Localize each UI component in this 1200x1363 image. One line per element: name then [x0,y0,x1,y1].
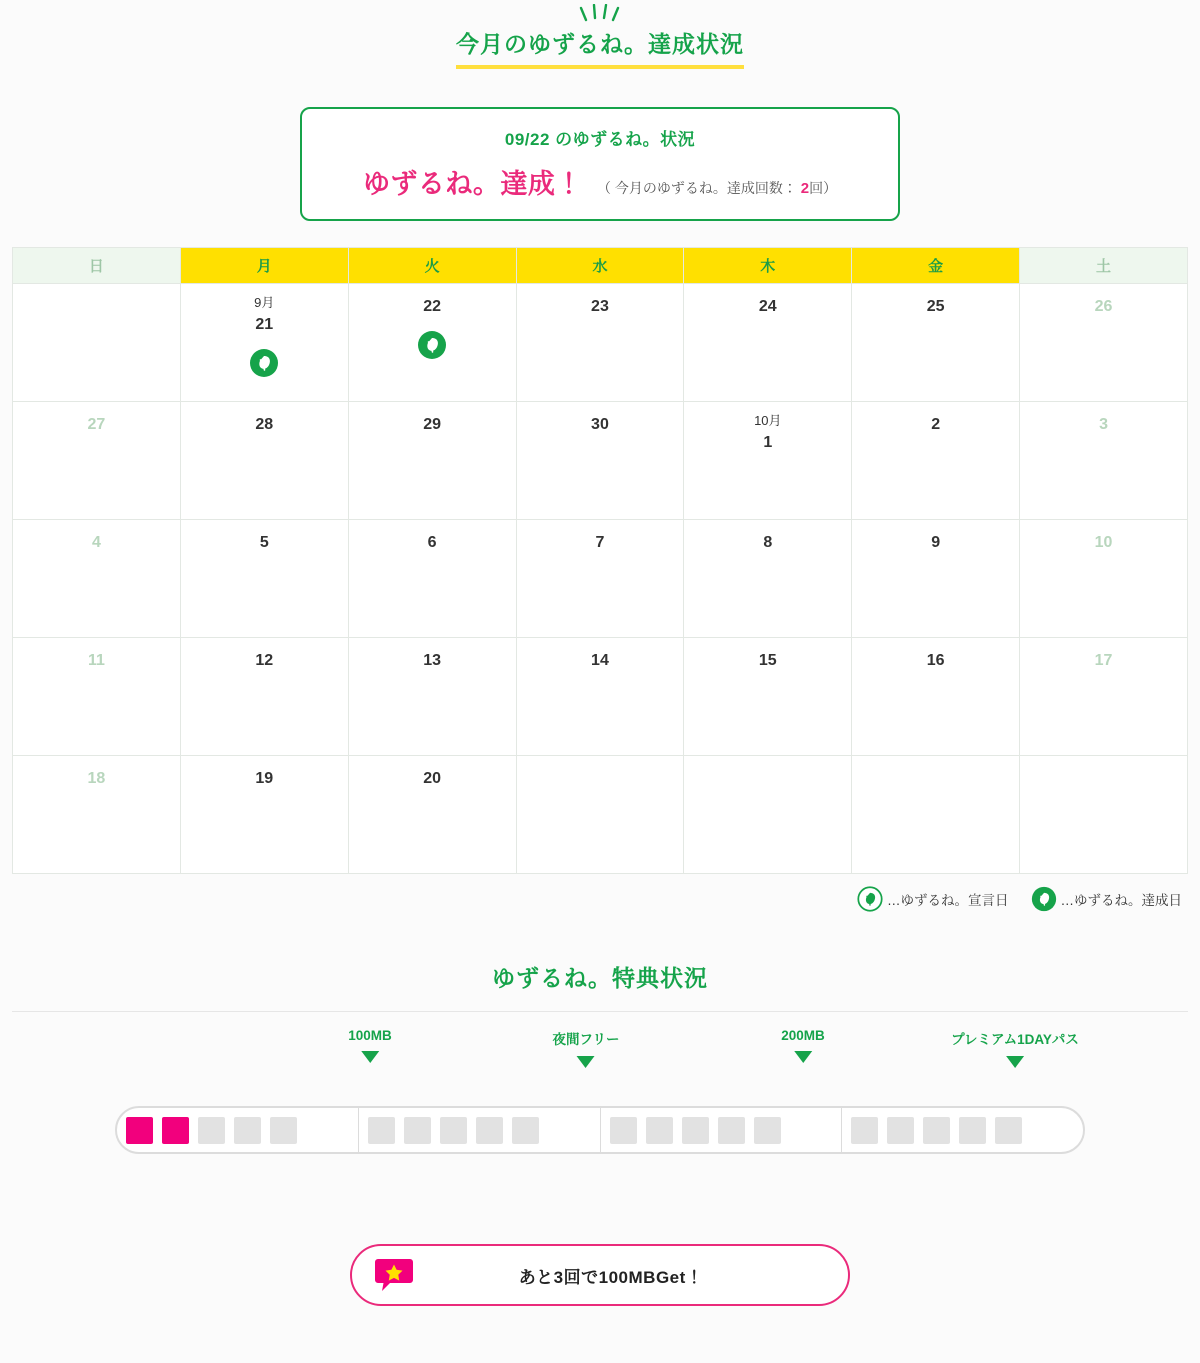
progress-cell-empty [923,1117,950,1144]
calendar-day-number: 2 [931,416,941,433]
progress-cell-empty [959,1117,986,1144]
calendar-day-18[interactable] [13,756,181,874]
progress-cell-empty [512,1117,539,1144]
cta-label: あと3回で100MBGet！ [518,1267,704,1287]
calendar-day-17[interactable] [1020,638,1188,756]
calendar-day-27[interactable] [13,402,181,520]
progress-segment-1 [117,1108,359,1152]
star-balloon-icon [374,1257,414,1293]
calendar-day-number: 18 [87,770,106,787]
legend-label-achieved: …ゆずるね。達成日 [1060,893,1182,908]
calendar-day-number: 28 [255,416,274,433]
calendar-day-number: 14 [591,652,609,669]
calendar-day-number: 4 [91,534,101,551]
progress-cell-empty [476,1117,503,1144]
progress-marker-1 [348,1028,392,1063]
sparkle-icon [570,4,630,26]
calendar-day-29[interactable] [348,402,516,520]
calendar-day-number: 29 [423,416,441,433]
calendar-day-12[interactable] [180,638,348,756]
calendar-day-number: 30 [591,416,609,433]
progress-cell-empty [682,1117,709,1144]
progress-bar [115,1106,1085,1154]
calendar-day-number: 6 [427,534,437,551]
calendar-day-28[interactable] [180,402,348,520]
status-count-suffix: 回） [809,180,838,196]
progress-cell-empty [887,1117,914,1144]
cta-banner[interactable] [350,1244,850,1306]
progress-cell-empty [718,1117,745,1144]
calendar-week-row [13,756,1188,874]
weekday-header-mon: 月 [180,248,348,284]
calendar-day-number: 17 [1094,652,1113,669]
progress-marker-label: プレミアム1DAYパス [951,1032,1079,1047]
calendar-day-number: 19 [255,770,274,787]
calendar-day-6[interactable] [348,520,516,638]
calendar-day-number: 26 [1094,298,1113,315]
calendar-day-20[interactable] [348,756,516,874]
calendar-table [12,247,1188,874]
benefit-section-title: ゆずるね。特典状況 [492,965,708,991]
status-date-line: 09/22 のゆずるね。状況 [504,130,696,149]
calendar-day-8[interactable] [684,520,852,638]
calendar-day-empty [516,756,684,874]
calendar-day-22[interactable] [348,284,516,402]
legend-item-declared [857,886,1009,912]
calendar-day-number: 23 [591,298,609,315]
progress-marker-label: 100MB [348,1028,392,1043]
calendar-day-number: 22 [423,298,441,315]
triangle-down-icon [794,1051,812,1063]
calendar-day-empty [13,284,181,402]
calendar-week-row [13,638,1188,756]
progress-cell-empty [404,1117,431,1144]
section-divider [12,1011,1188,1012]
progress-area [0,1028,1200,1218]
calendar-day-19[interactable] [180,756,348,874]
calendar-day-15[interactable] [684,638,852,756]
triangle-down-icon [577,1056,595,1068]
calendar-day-5[interactable] [180,520,348,638]
page-title: 今月のゆずるね。達成状況 [456,26,744,69]
legend-label-declared: …ゆずるね。宣言日 [887,893,1009,908]
calendar-day-2[interactable] [852,402,1020,520]
calendar-day-number: 12 [255,652,274,669]
calendar-day-number: 25 [926,298,945,315]
calendar-day-7[interactable] [516,520,684,638]
calendar-day-empty [852,756,1020,874]
calendar-day-number: 9 [931,534,941,551]
weekday-header-thu: 木 [684,248,852,284]
calendar-day-number: 3 [1099,416,1108,433]
calendar-header-row [13,248,1188,284]
calendar-day-26[interactable] [1020,284,1188,402]
calendar-week-row [13,520,1188,638]
progress-cell-empty [610,1117,637,1144]
progress-cell-empty [646,1117,673,1144]
progress-cell-empty [995,1117,1022,1144]
calendar-day-16[interactable] [852,638,1020,756]
calendar-day-empty [1020,756,1188,874]
calendar-day-25[interactable] [852,284,1020,402]
calendar-month-label: 9月 [254,295,275,310]
progress-cell-empty [270,1117,297,1144]
calendar-week-row [13,402,1188,520]
calendar-day-number: 20 [423,770,441,787]
progress-cell-empty [440,1117,467,1144]
calendar-day-30[interactable] [516,402,684,520]
progress-marker-label: 夜間フリー [552,1032,620,1047]
calendar-day-14[interactable] [516,638,684,756]
calendar-day-24[interactable] [684,284,852,402]
legend-item-achieved [1031,886,1183,912]
calendar-legend [12,886,1188,912]
calendar-month-label: 10月 [754,413,782,428]
weekday-header-fri: 金 [852,248,1020,284]
calendar-day-1[interactable] [684,402,852,520]
calendar-day-number: 1 [763,434,773,452]
achieved-leaf-icon [417,330,447,360]
calendar-body [13,284,1188,874]
progress-cell-filled [126,1117,153,1144]
calendar-day-13[interactable] [348,638,516,756]
progress-marker-3 [781,1028,825,1063]
calendar-day-21[interactable] [180,284,348,402]
calendar-day-number: 5 [259,534,269,551]
progress-cell-filled [162,1117,189,1144]
progress-segment-2 [359,1108,601,1152]
calendar-day-number: 11 [87,652,105,669]
declared-leaf-icon [857,886,883,912]
calendar-day-number: 13 [423,652,441,669]
page-title-section [0,0,1200,69]
progress-segment-4 [842,1108,1083,1152]
calendar-day-number: 7 [595,534,605,551]
progress-segment-3 [601,1108,843,1152]
weekday-header-sat: 土 [1020,248,1188,284]
achieved-leaf-icon [1031,886,1057,912]
weekday-header-tue: 火 [348,248,516,284]
calendar-day-3[interactable] [1020,402,1188,520]
triangle-down-icon [361,1051,379,1063]
status-achievement-label: ゆずるね。達成！ [362,169,583,199]
calendar-day-empty [684,756,852,874]
calendar-day-number: 15 [758,652,777,669]
progress-marker-4 [951,1028,1079,1068]
calendar-day-4[interactable] [13,520,181,638]
calendar-day-10[interactable] [1020,520,1188,638]
progress-marker-2 [553,1028,620,1068]
status-count-text [597,178,837,198]
calendar-week-row [13,284,1188,402]
progress-marker-label: 200MB [781,1028,825,1043]
calendar-day-number: 8 [763,534,773,551]
calendar-day-number: 21 [255,316,274,334]
calendar-day-9[interactable] [852,520,1020,638]
calendar-day-23[interactable] [516,284,684,402]
progress-cell-empty [234,1117,261,1144]
progress-cell-empty [368,1117,395,1144]
status-main-row [312,162,888,201]
triangle-down-icon [1006,1056,1024,1068]
progress-cell-empty [851,1117,878,1144]
calendar-day-number: 24 [758,298,777,315]
calendar-day-11[interactable] [13,638,181,756]
progress-cell-empty [198,1117,225,1144]
status-box [300,107,900,221]
calendar-day-number: 16 [926,652,945,669]
status-count-value: 2 [800,180,810,197]
weekday-header-wed: 水 [516,248,684,284]
weekday-header-sun: 日 [13,248,181,284]
achieved-leaf-icon [249,348,279,378]
calendar-day-number: 27 [87,416,106,433]
calendar-day-number: 10 [1094,534,1113,551]
progress-cell-empty [754,1117,781,1144]
progress-markers [0,1028,1200,1088]
status-count-prefix: （ 今月のゆずるね。達成回数： [596,180,797,196]
